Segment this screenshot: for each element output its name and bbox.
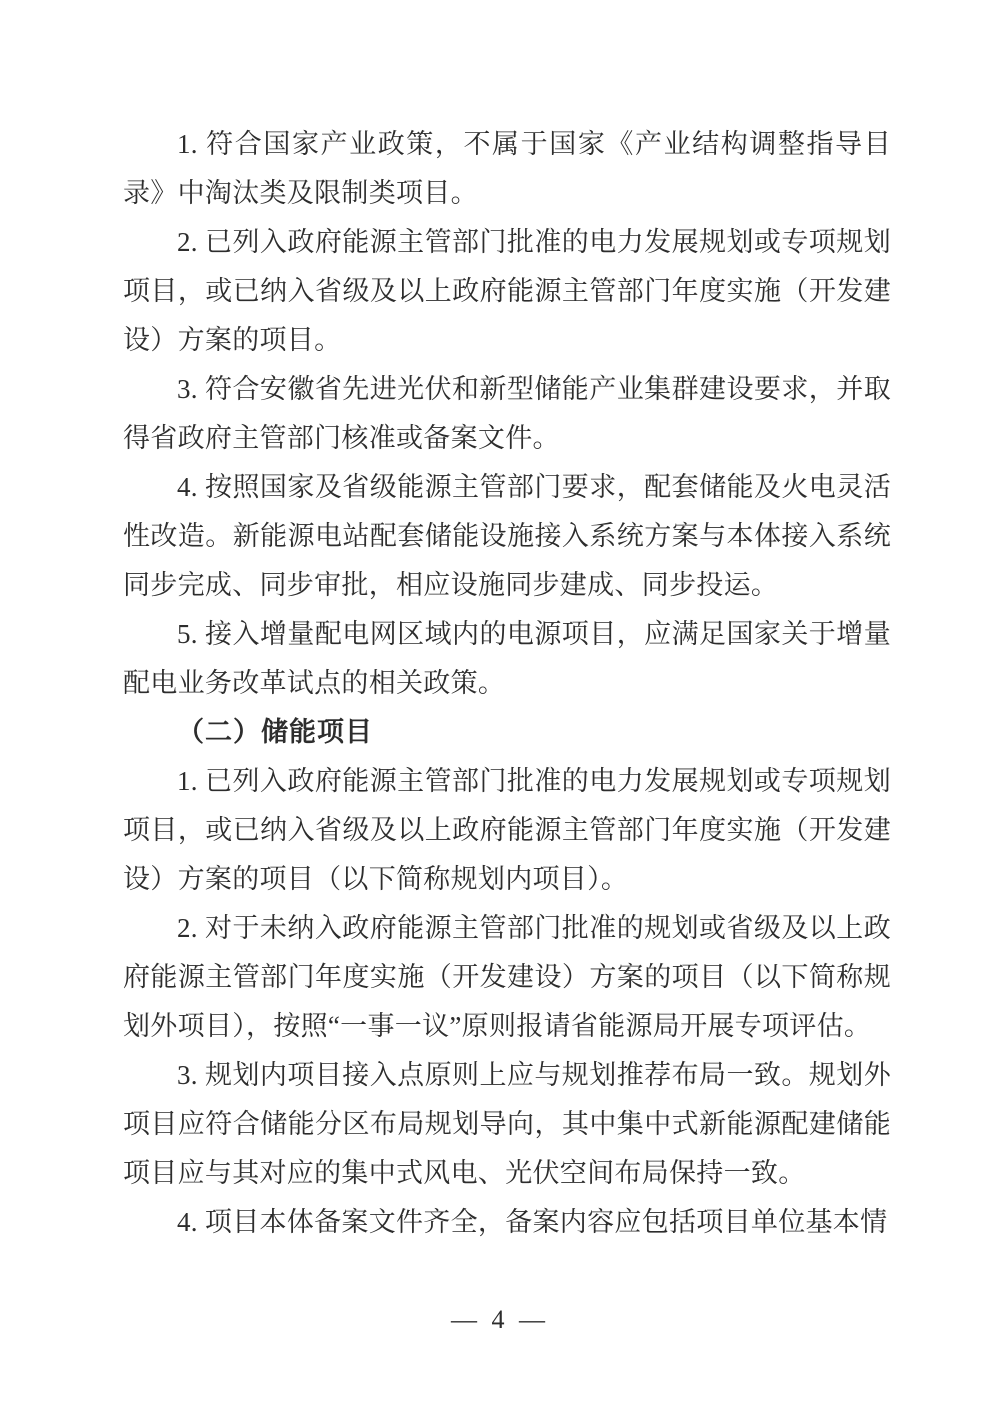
body-paragraph: 4. 项目本体备案文件齐全，备案内容应包括项目单位基本情 (177, 1207, 888, 1237)
body-paragraph: 1. 已列入政府能源主管部门批准的电力发展规划或专项规划项目，或已纳入省级及以上政府能源主管部门年度实施（开发建设）方案的项目（以下简称规划内项目）。 (123, 766, 891, 894)
body-paragraph: 3. 符合安徽省先进光伏和新型储能产业集群建设要求，并取得省政府主管部门核准或备案文件。 (123, 374, 891, 453)
page-number: — 4 — (451, 1305, 549, 1334)
body-paragraph: 2. 已列入政府能源主管部门批准的电力发展规划或专项规划项目，或已纳入省级及以上政府能源主管部门年度实施（开发建设）方案的项目。 (123, 227, 891, 355)
document-content (123, 120, 891, 1247)
body-paragraph: 2. 对于未纳入政府能源主管部门批准的规划或省级及以上政府能源主管部门年度实施（开发建设）方案的项目（以下简称规划外项目），按照“一事一议”原则报请省能源局开展专项评估。 (123, 913, 891, 1041)
page-footer (0, 1305, 1000, 1335)
body-paragraph: 1. 符合国家产业政策，不属于国家《产业结构调整指导目录》中淘汰类及限制类项目。 (123, 129, 891, 208)
body-paragraph: 5. 接入增量配电网区域内的电源项目，应满足国家关于增量配电业务改革试点的相关政策。 (123, 619, 891, 698)
body-paragraph: 4. 按照国家及省级能源主管部门要求，配套储能及火电灵活性改造。新能源电站配套储能设施接入系统方案与本体接入系统同步完成、同步审批，相应设施同步建成、同步投运。 (123, 472, 891, 600)
body-paragraph: 3. 规划内项目接入点原则上应与规划推荐布局一致。规划外项目应符合储能分区布局规划导向，其中集中式新能源配建储能项目应与其对应的集中式风电、光伏空间布局保持一致。 (123, 1060, 891, 1188)
section-heading: （二）储能项目 (177, 717, 373, 747)
